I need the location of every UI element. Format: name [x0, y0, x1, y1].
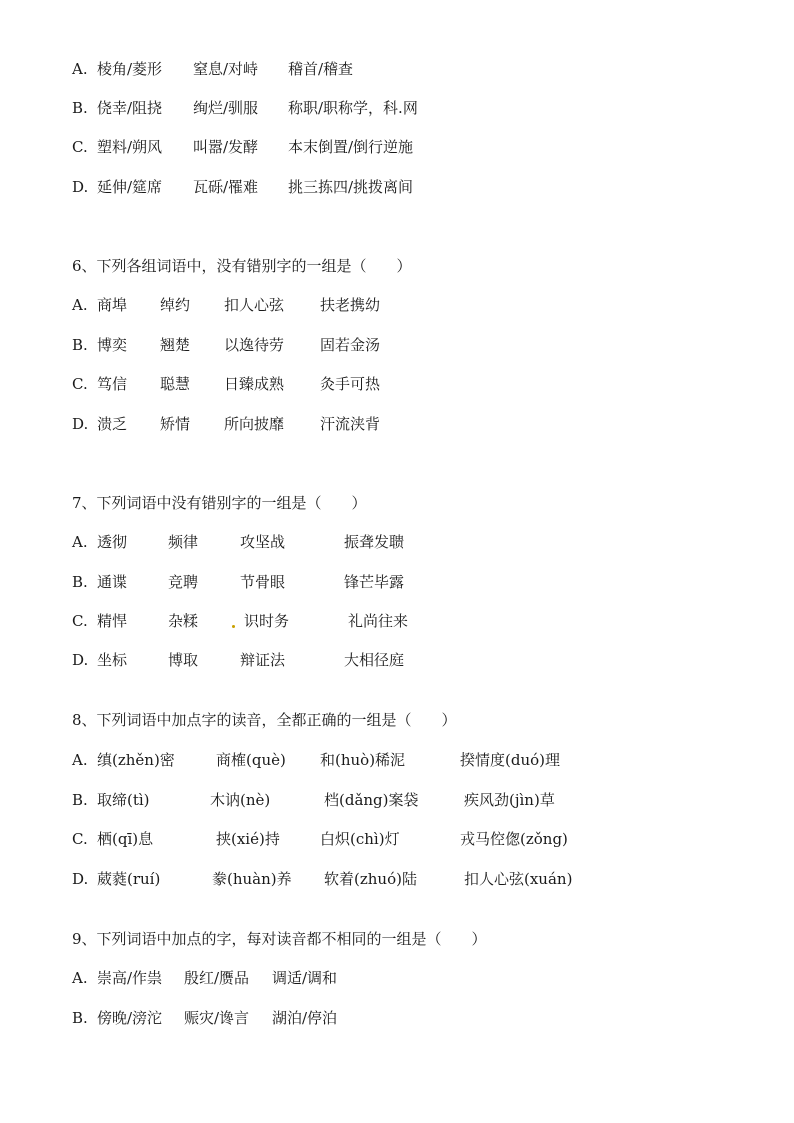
- word-item: 侥幸/阻挠: [97, 99, 163, 117]
- option-label: B.: [72, 791, 88, 809]
- word-item: 所向披靡: [224, 415, 285, 433]
- q5-option-a: [72, 59, 88, 79]
- word-item: 棱角/菱形: [97, 60, 163, 78]
- word-item: 缜(zhěn)密: [97, 751, 175, 769]
- word-item: 疾风劲(jìn)草: [464, 791, 555, 809]
- word-item: 礼尚往来: [348, 612, 409, 630]
- word-item: 本末倒置/倒行逆施: [288, 138, 414, 156]
- option-label: A.: [72, 533, 88, 551]
- word-item: 坐标: [97, 651, 128, 669]
- word-item: 绚烂/驯服: [193, 99, 259, 117]
- word-item: 聪慧: [160, 375, 191, 393]
- word-item: 绰约: [160, 296, 191, 314]
- option-label: B.: [72, 99, 88, 117]
- word-item: 栖(qī)息: [97, 830, 154, 848]
- option-label: C.: [72, 612, 88, 630]
- word-item: 档(dǎng)案袋: [324, 791, 419, 809]
- question-7-stem: 7、下列词语中没有错别字的一组是（ ）: [72, 494, 367, 512]
- word-item: 崇高/作祟: [97, 969, 163, 987]
- word-item: 大相径庭: [344, 651, 405, 669]
- word-item: 竞聘: [168, 573, 199, 591]
- word-item: 稽首/稽查: [288, 60, 354, 78]
- word-item: 固若金汤: [320, 336, 381, 354]
- option-label: B.: [72, 336, 88, 354]
- word-item: 延伸/筵席: [97, 178, 163, 196]
- word-item: 木讷(nè): [210, 791, 271, 809]
- option-label: C.: [72, 830, 88, 848]
- option-label: C.: [72, 375, 88, 393]
- q8-option-d: [72, 869, 88, 889]
- word-item: 杂糅: [168, 612, 199, 630]
- word-item: 塑料/朔风: [97, 138, 163, 156]
- q6-option-c: [72, 374, 88, 394]
- word-item: 精悍: [97, 612, 128, 630]
- word-item: 取缔(tì): [97, 791, 150, 809]
- q8-option-b: [72, 790, 88, 810]
- q7-option-b: [72, 572, 88, 592]
- option-label: D.: [72, 651, 89, 669]
- word-item: 扣人心弦: [224, 296, 285, 314]
- word-item: 通谍: [97, 573, 128, 591]
- word-item: 日臻成熟: [224, 375, 285, 393]
- word-item: 窒息/对峙: [193, 60, 259, 78]
- word-item: 商埠: [97, 296, 128, 314]
- q8-option-a: [72, 750, 88, 770]
- option-label: A.: [72, 969, 88, 987]
- word-item: 辩证法: [240, 651, 286, 669]
- q7-option-a: [72, 532, 88, 552]
- word-item: 软着(zhuó)陆: [324, 870, 417, 888]
- word-item: 挑三拣四/挑拨离间: [288, 178, 414, 196]
- word-item: 攻坚战: [240, 533, 286, 551]
- word-item: 透彻: [97, 533, 128, 551]
- q5-option-c: [72, 137, 88, 157]
- q9-option-a: [72, 968, 88, 988]
- option-label: A.: [72, 751, 88, 769]
- word-item: 葳蕤(ruí): [97, 870, 161, 888]
- q6-option-b: [72, 335, 88, 355]
- word-item: 称职/职称学，科.网: [288, 99, 418, 117]
- word-item: 殷红/赝品: [184, 969, 250, 987]
- word-item: 频律: [168, 533, 199, 551]
- word-item: 和(huò)稀泥: [320, 751, 406, 769]
- word-item: 白炽(chì)灯: [320, 830, 400, 848]
- word-item: 揆情度(duó)理: [460, 751, 560, 769]
- option-label: D.: [72, 870, 89, 888]
- word-item: 傍晚/滂沱: [97, 1009, 163, 1027]
- option-label: B.: [72, 573, 88, 591]
- q6-option-a: [72, 295, 88, 315]
- option-label: D.: [72, 178, 89, 196]
- q9-option-b: [72, 1008, 88, 1028]
- option-label: A.: [72, 296, 88, 314]
- word-item: 溃乏: [97, 415, 128, 433]
- word-item: 挟(xié)持: [216, 830, 280, 848]
- word-item: 扶老携幼: [320, 296, 381, 314]
- option-label: C.: [72, 138, 88, 156]
- word-item: 戎马倥偬(zǒng): [460, 830, 568, 848]
- word-item: 灸手可热: [320, 375, 381, 393]
- q5-option-d: [72, 177, 88, 197]
- word-item: 节骨眼: [240, 573, 286, 591]
- q6-option-d: [72, 414, 88, 434]
- question-8-stem: 8、下列词语中加点字的读音，全都正确的一组是（ ）: [72, 711, 457, 729]
- word-item: 调适/调和: [272, 969, 338, 987]
- word-item: 叫嚣/发酵: [193, 138, 259, 156]
- word-item: 赈灾/谗言: [184, 1009, 250, 1027]
- option-label: B.: [72, 1009, 88, 1027]
- option-label: D.: [72, 415, 89, 433]
- q5-option-b: [72, 98, 88, 118]
- word-item: 振聋发聩: [344, 533, 405, 551]
- word-item: 扣人心弦(xuán): [464, 870, 573, 888]
- word-item: 博取: [168, 651, 199, 669]
- word-item: 汗流浃背: [320, 415, 381, 433]
- word-item: 矫情: [160, 415, 191, 433]
- word-item: 翘楚: [160, 336, 191, 354]
- option-label: A.: [72, 60, 88, 78]
- q8-option-c: [72, 829, 88, 849]
- word-item: 识时务: [244, 612, 290, 630]
- word-item: 以逸待劳: [224, 336, 285, 354]
- word-item: 湖泊/停泊: [272, 1009, 338, 1027]
- question-6-stem: 6、下列各组词语中，没有错别字的一组是（ ）: [72, 257, 412, 275]
- q7-option-d: [72, 650, 88, 670]
- word-item: 豢(huàn)养: [212, 870, 292, 888]
- marker-dot-icon: [232, 625, 235, 628]
- word-item: 笃信: [97, 375, 128, 393]
- question-9-stem: 9、下列词语中加点的字，每对读音都不相同的一组是（ ）: [72, 930, 487, 948]
- q7-option-c: [72, 611, 88, 631]
- word-item: 商榷(què): [216, 751, 286, 769]
- word-item: 瓦砾/罹难: [193, 178, 259, 196]
- word-item: 锋芒毕露: [344, 573, 405, 591]
- word-item: 博奕: [97, 336, 128, 354]
